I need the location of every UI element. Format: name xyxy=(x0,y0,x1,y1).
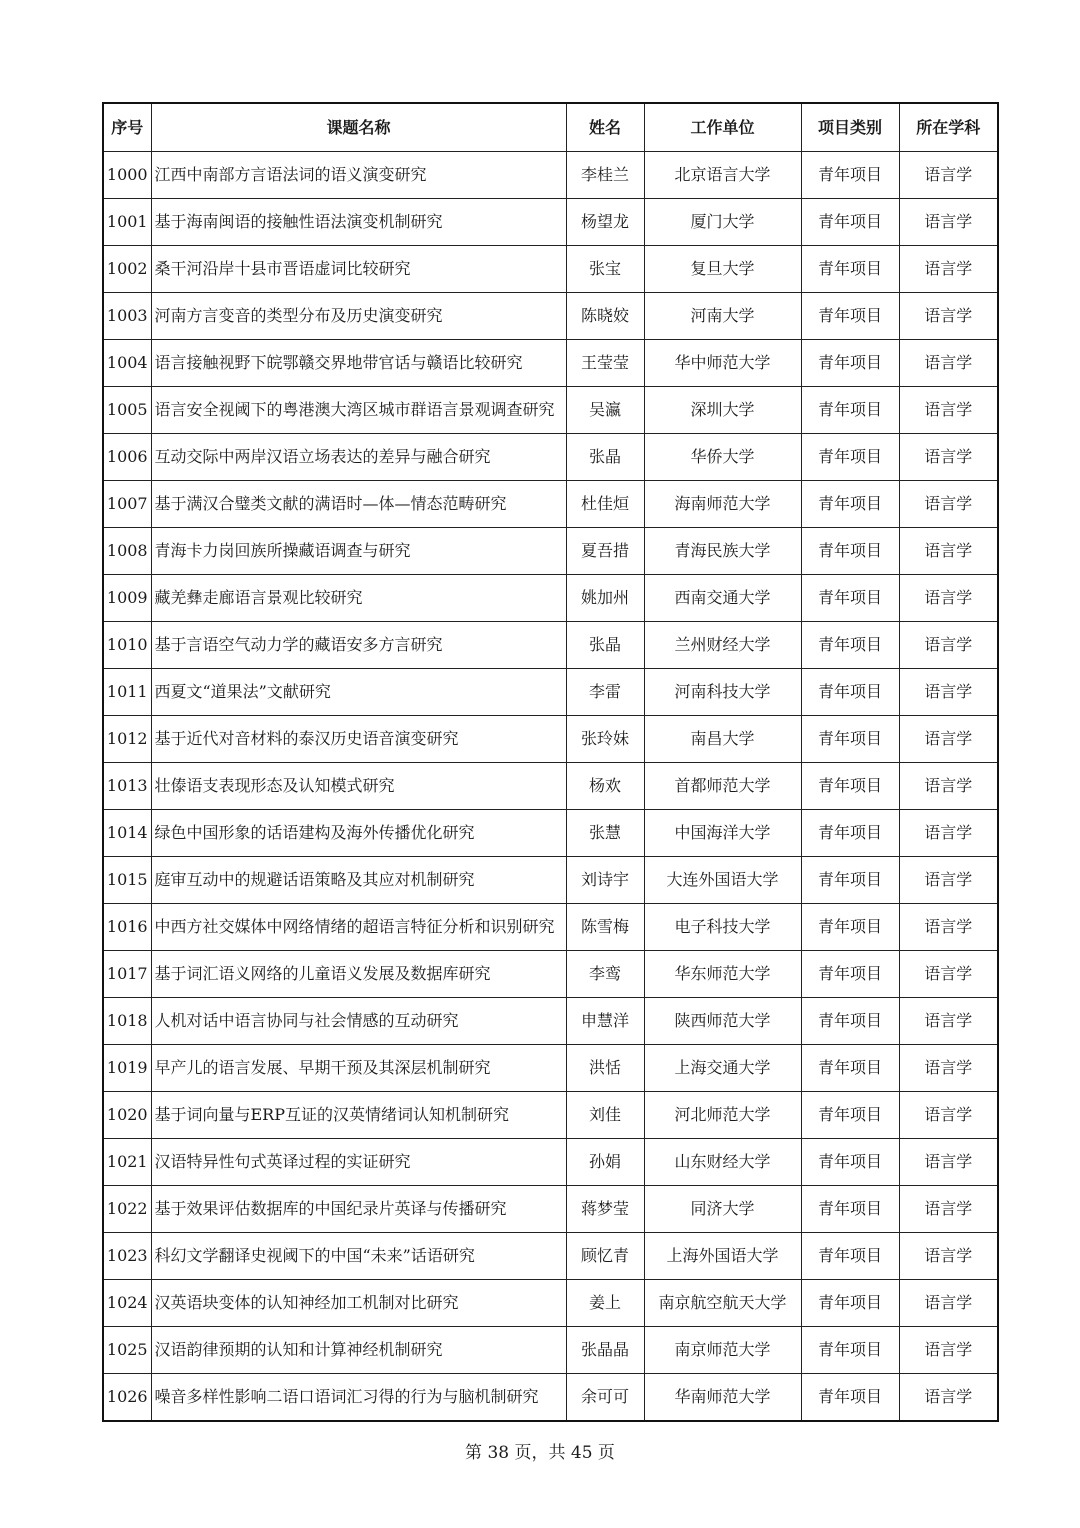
cell-name: 蒋梦莹 xyxy=(566,1186,644,1233)
cell-discipline: 语言学 xyxy=(899,904,998,951)
cell-discipline: 语言学 xyxy=(899,669,998,716)
cell-category: 青年项目 xyxy=(801,152,899,199)
cell-discipline: 语言学 xyxy=(899,622,998,669)
cell-category: 青年项目 xyxy=(801,1186,899,1233)
cell-discipline: 语言学 xyxy=(899,810,998,857)
cell-institution: 上海外国语大学 xyxy=(644,1233,801,1280)
cell-title: 庭审互动中的规避话语策略及其应对机制研究 xyxy=(151,857,566,904)
cell-name: 刘佳 xyxy=(566,1092,644,1139)
cell-institution: 南京航空航天大学 xyxy=(644,1280,801,1327)
cell-category: 青年项目 xyxy=(801,1327,899,1374)
cell-category: 青年项目 xyxy=(801,387,899,434)
cell-index: 1013 xyxy=(103,763,151,810)
table-row xyxy=(103,810,998,857)
cell-index: 1017 xyxy=(103,951,151,998)
cell-title: 绿色中国形象的话语建构及海外传播优化研究 xyxy=(151,810,566,857)
cell-category: 青年项目 xyxy=(801,716,899,763)
table-row xyxy=(103,434,998,481)
cell-discipline: 语言学 xyxy=(899,1186,998,1233)
cell-institution: 西南交通大学 xyxy=(644,575,801,622)
cell-discipline: 语言学 xyxy=(899,1327,998,1374)
table-row xyxy=(103,669,998,716)
table-row xyxy=(103,763,998,810)
table-row xyxy=(103,1045,998,1092)
cell-institution: 大连外国语大学 xyxy=(644,857,801,904)
table-row xyxy=(103,481,998,528)
cell-institution: 首都师范大学 xyxy=(644,763,801,810)
cell-index: 1020 xyxy=(103,1092,151,1139)
cell-discipline: 语言学 xyxy=(899,481,998,528)
cell-category: 青年项目 xyxy=(801,528,899,575)
cell-institution: 山东财经大学 xyxy=(644,1139,801,1186)
table-row xyxy=(103,1327,998,1374)
table-row xyxy=(103,1374,998,1422)
table-row xyxy=(103,1139,998,1186)
cell-index: 1023 xyxy=(103,1233,151,1280)
cell-category: 青年项目 xyxy=(801,434,899,481)
cell-discipline: 语言学 xyxy=(899,199,998,246)
cell-title: 语言接触视野下皖鄂赣交界地带官话与赣语比较研究 xyxy=(151,340,566,387)
header-institution: 工作单位 xyxy=(644,103,801,152)
cell-name: 杜佳烜 xyxy=(566,481,644,528)
cell-institution: 河南科技大学 xyxy=(644,669,801,716)
cell-name: 姜上 xyxy=(566,1280,644,1327)
table-row xyxy=(103,293,998,340)
table-header-row xyxy=(103,103,998,152)
table-row xyxy=(103,199,998,246)
cell-index: 1012 xyxy=(103,716,151,763)
cell-name: 余可可 xyxy=(566,1374,644,1422)
header-category: 项目类别 xyxy=(801,103,899,152)
cell-institution: 河南大学 xyxy=(644,293,801,340)
table-row xyxy=(103,575,998,622)
cell-institution: 陕西师范大学 xyxy=(644,998,801,1045)
cell-institution: 同济大学 xyxy=(644,1186,801,1233)
cell-index: 1003 xyxy=(103,293,151,340)
cell-name: 顾忆青 xyxy=(566,1233,644,1280)
cell-category: 青年项目 xyxy=(801,810,899,857)
cell-institution: 华中师范大学 xyxy=(644,340,801,387)
cell-institution: 华东师范大学 xyxy=(644,951,801,998)
cell-title: 藏羌彝走廊语言景观比较研究 xyxy=(151,575,566,622)
cell-title: 互动交际中两岸汉语立场表达的差异与融合研究 xyxy=(151,434,566,481)
cell-index: 1026 xyxy=(103,1374,151,1422)
cell-category: 青年项目 xyxy=(801,246,899,293)
cell-index: 1000 xyxy=(103,152,151,199)
cell-title: 青海卡力岗回族所操藏语调查与研究 xyxy=(151,528,566,575)
cell-title: 汉语韵律预期的认知和计算神经机制研究 xyxy=(151,1327,566,1374)
cell-institution: 北京语言大学 xyxy=(644,152,801,199)
cell-title: 噪音多样性影响二语口语词汇习得的行为与脑机制研究 xyxy=(151,1374,566,1422)
cell-discipline: 语言学 xyxy=(899,528,998,575)
cell-index: 1002 xyxy=(103,246,151,293)
cell-title: 桑干河沿岸十县市晋语虚词比较研究 xyxy=(151,246,566,293)
cell-name: 孙娟 xyxy=(566,1139,644,1186)
cell-title: 基于言语空气动力学的藏语安多方言研究 xyxy=(151,622,566,669)
cell-category: 青年项目 xyxy=(801,1280,899,1327)
cell-category: 青年项目 xyxy=(801,293,899,340)
cell-index: 1008 xyxy=(103,528,151,575)
cell-category: 青年项目 xyxy=(801,951,899,998)
cell-index: 1001 xyxy=(103,199,151,246)
cell-discipline: 语言学 xyxy=(899,575,998,622)
cell-category: 青年项目 xyxy=(801,1092,899,1139)
cell-title: 语言安全视阈下的粤港澳大湾区城市群语言景观调查研究 xyxy=(151,387,566,434)
cell-discipline: 语言学 xyxy=(899,1045,998,1092)
cell-name: 李鸾 xyxy=(566,951,644,998)
cell-index: 1007 xyxy=(103,481,151,528)
cell-category: 青年项目 xyxy=(801,622,899,669)
cell-title: 科幻文学翻译史视阈下的中国“未来”话语研究 xyxy=(151,1233,566,1280)
cell-name: 张晶 xyxy=(566,434,644,481)
cell-index: 1024 xyxy=(103,1280,151,1327)
cell-index: 1019 xyxy=(103,1045,151,1092)
cell-index: 1010 xyxy=(103,622,151,669)
cell-index: 1004 xyxy=(103,340,151,387)
cell-title: 基于近代对音材料的泰汉历史语音演变研究 xyxy=(151,716,566,763)
cell-title: 早产儿的语言发展、早期干预及其深层机制研究 xyxy=(151,1045,566,1092)
cell-discipline: 语言学 xyxy=(899,763,998,810)
cell-name: 张宝 xyxy=(566,246,644,293)
cell-title: 汉英语块变体的认知神经加工机制对比研究 xyxy=(151,1280,566,1327)
cell-name: 陈雪梅 xyxy=(566,904,644,951)
cell-name: 夏吾措 xyxy=(566,528,644,575)
cell-category: 青年项目 xyxy=(801,575,899,622)
table-row xyxy=(103,1280,998,1327)
cell-discipline: 语言学 xyxy=(899,1092,998,1139)
table-row xyxy=(103,340,998,387)
cell-name: 张晶晶 xyxy=(566,1327,644,1374)
cell-discipline: 语言学 xyxy=(899,1233,998,1280)
header-title: 课题名称 xyxy=(151,103,566,152)
cell-title: 西夏文“道果法”文献研究 xyxy=(151,669,566,716)
cell-index: 1006 xyxy=(103,434,151,481)
cell-discipline: 语言学 xyxy=(899,293,998,340)
cell-name: 吴瀛 xyxy=(566,387,644,434)
table-row xyxy=(103,857,998,904)
cell-name: 李桂兰 xyxy=(566,152,644,199)
header-discipline: 所在学科 xyxy=(899,103,998,152)
cell-institution: 河北师范大学 xyxy=(644,1092,801,1139)
cell-index: 1011 xyxy=(103,669,151,716)
cell-index: 1021 xyxy=(103,1139,151,1186)
cell-discipline: 语言学 xyxy=(899,857,998,904)
table-row xyxy=(103,1092,998,1139)
cell-category: 青年项目 xyxy=(801,857,899,904)
cell-name: 申慧洋 xyxy=(566,998,644,1045)
cell-discipline: 语言学 xyxy=(899,246,998,293)
cell-category: 青年项目 xyxy=(801,998,899,1045)
cell-title: 汉语特异性句式英译过程的实证研究 xyxy=(151,1139,566,1186)
cell-institution: 青海民族大学 xyxy=(644,528,801,575)
cell-title: 基于满汉合璧类文献的满语时—体—情态范畴研究 xyxy=(151,481,566,528)
cell-category: 青年项目 xyxy=(801,481,899,528)
table-row xyxy=(103,246,998,293)
table-row xyxy=(103,528,998,575)
page-footer: 第 38 页，共 45 页 xyxy=(465,1443,615,1463)
cell-title: 江西中南部方言语法词的语义演变研究 xyxy=(151,152,566,199)
cell-index: 1025 xyxy=(103,1327,151,1374)
cell-name: 杨欢 xyxy=(566,763,644,810)
cell-institution: 复旦大学 xyxy=(644,246,801,293)
cell-category: 青年项目 xyxy=(801,1139,899,1186)
table-row xyxy=(103,622,998,669)
cell-institution: 厦门大学 xyxy=(644,199,801,246)
cell-name: 陈晓姣 xyxy=(566,293,644,340)
cell-index: 1022 xyxy=(103,1186,151,1233)
project-table xyxy=(102,102,999,1422)
cell-discipline: 语言学 xyxy=(899,998,998,1045)
cell-name: 姚加州 xyxy=(566,575,644,622)
cell-name: 刘诗宇 xyxy=(566,857,644,904)
cell-name: 洪恬 xyxy=(566,1045,644,1092)
cell-discipline: 语言学 xyxy=(899,340,998,387)
cell-name: 李雷 xyxy=(566,669,644,716)
cell-category: 青年项目 xyxy=(801,340,899,387)
header-index: 序号 xyxy=(103,103,151,152)
cell-index: 1015 xyxy=(103,857,151,904)
cell-discipline: 语言学 xyxy=(899,1374,998,1422)
cell-title: 人机对话中语言协同与社会情感的互动研究 xyxy=(151,998,566,1045)
cell-institution: 上海交通大学 xyxy=(644,1045,801,1092)
cell-discipline: 语言学 xyxy=(899,716,998,763)
cell-title: 壮傣语支表现形态及认知模式研究 xyxy=(151,763,566,810)
cell-name: 张晶 xyxy=(566,622,644,669)
cell-category: 青年项目 xyxy=(801,669,899,716)
table-row xyxy=(103,387,998,434)
cell-category: 青年项目 xyxy=(801,763,899,810)
cell-title: 基于效果评估数据库的中国纪录片英译与传播研究 xyxy=(151,1186,566,1233)
cell-discipline: 语言学 xyxy=(899,1139,998,1186)
table-row xyxy=(103,998,998,1045)
cell-name: 王莹莹 xyxy=(566,340,644,387)
cell-index: 1009 xyxy=(103,575,151,622)
table-row xyxy=(103,951,998,998)
cell-title: 中西方社交媒体中网络情绪的超语言特征分析和识别研究 xyxy=(151,904,566,951)
cell-name: 杨望龙 xyxy=(566,199,644,246)
cell-category: 青年项目 xyxy=(801,904,899,951)
cell-category: 青年项目 xyxy=(801,1045,899,1092)
cell-institution: 南京师范大学 xyxy=(644,1327,801,1374)
cell-index: 1018 xyxy=(103,998,151,1045)
table-row xyxy=(103,904,998,951)
cell-title: 河南方言变音的类型分布及历史演变研究 xyxy=(151,293,566,340)
cell-institution: 海南师范大学 xyxy=(644,481,801,528)
cell-title: 基于词向量与ERP互证的汉英情绪词认知机制研究 xyxy=(151,1092,566,1139)
cell-institution: 电子科技大学 xyxy=(644,904,801,951)
cell-institution: 中国海洋大学 xyxy=(644,810,801,857)
cell-institution: 华侨大学 xyxy=(644,434,801,481)
cell-index: 1016 xyxy=(103,904,151,951)
cell-discipline: 语言学 xyxy=(899,434,998,481)
cell-category: 青年项目 xyxy=(801,1374,899,1422)
cell-title: 基于词汇语义网络的儿童语义发展及数据库研究 xyxy=(151,951,566,998)
cell-index: 1014 xyxy=(103,810,151,857)
cell-discipline: 语言学 xyxy=(899,951,998,998)
cell-name: 张慧 xyxy=(566,810,644,857)
table-row xyxy=(103,1233,998,1280)
table-row xyxy=(103,152,998,199)
cell-category: 青年项目 xyxy=(801,1233,899,1280)
cell-institution: 深圳大学 xyxy=(644,387,801,434)
cell-institution: 华南师范大学 xyxy=(644,1374,801,1422)
cell-category: 青年项目 xyxy=(801,199,899,246)
cell-index: 1005 xyxy=(103,387,151,434)
cell-institution: 兰州财经大学 xyxy=(644,622,801,669)
table-body xyxy=(103,152,998,1422)
cell-discipline: 语言学 xyxy=(899,387,998,434)
table-row xyxy=(103,716,998,763)
cell-institution: 南昌大学 xyxy=(644,716,801,763)
cell-discipline: 语言学 xyxy=(899,152,998,199)
table-row xyxy=(103,1186,998,1233)
cell-discipline: 语言学 xyxy=(899,1280,998,1327)
cell-title: 基于海南闽语的接触性语法演变机制研究 xyxy=(151,199,566,246)
cell-name: 张玲妹 xyxy=(566,716,644,763)
header-name: 姓名 xyxy=(566,103,644,152)
